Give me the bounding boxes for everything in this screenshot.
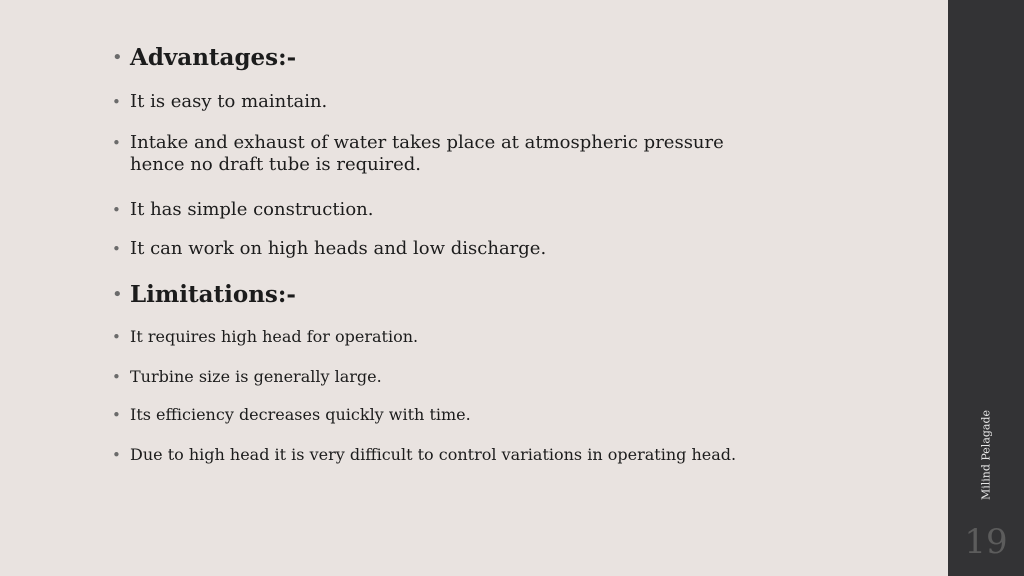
- bullet-dot: •: [112, 201, 121, 219]
- advantage-text: [130, 132, 724, 176]
- list-item: [112, 91, 327, 113]
- bullet-dot: •: [112, 328, 121, 346]
- list-item: [112, 404, 471, 426]
- limitations-heading-item: [112, 281, 296, 309]
- bullet-dot: •: [112, 368, 121, 386]
- advantage-text: It is easy to maintain.: [130, 91, 328, 112]
- limitation-text: Turbine size is generally large.: [130, 367, 382, 386]
- advantage-text-line-1: Intake and exhaust of water takes place at atmospheric pressure: [130, 132, 724, 153]
- bullet-dot: •: [112, 406, 121, 424]
- limitations-heading: Limitations:-: [130, 281, 296, 308]
- list-item: [112, 199, 373, 221]
- list-item: [112, 366, 382, 388]
- limitation-text: It requires high head for operation.: [130, 327, 419, 346]
- advantages-heading: Advantages:-: [130, 44, 297, 71]
- advantages-heading-item: [112, 44, 296, 72]
- list-item: [112, 444, 736, 466]
- bullet-dot: •: [112, 134, 121, 152]
- limitation-text: Due to high head it is very difficult to control variations in operating head.: [130, 445, 737, 464]
- list-item: [112, 326, 418, 348]
- page-number: 19: [964, 522, 1008, 562]
- sidebar: [948, 0, 1024, 576]
- bullet-dot: •: [112, 446, 121, 464]
- advantage-text: It has simple construction.: [130, 199, 374, 220]
- slide-content: [112, 0, 932, 576]
- author-name: Milind Pelagade: [979, 409, 993, 501]
- advantage-text: It can work on high heads and low discharge.: [130, 238, 547, 259]
- bullet-dot: •: [112, 240, 121, 258]
- bullet-dot: •: [112, 284, 123, 305]
- bullet-dot: •: [112, 47, 123, 68]
- bullet-dot: •: [112, 93, 121, 111]
- limitation-text: Its efficiency decreases quickly with time.: [130, 405, 471, 424]
- advantage-text-line-2: hence no draft tube is required.: [130, 154, 421, 175]
- list-item: [112, 238, 546, 260]
- list-item: [112, 132, 724, 176]
